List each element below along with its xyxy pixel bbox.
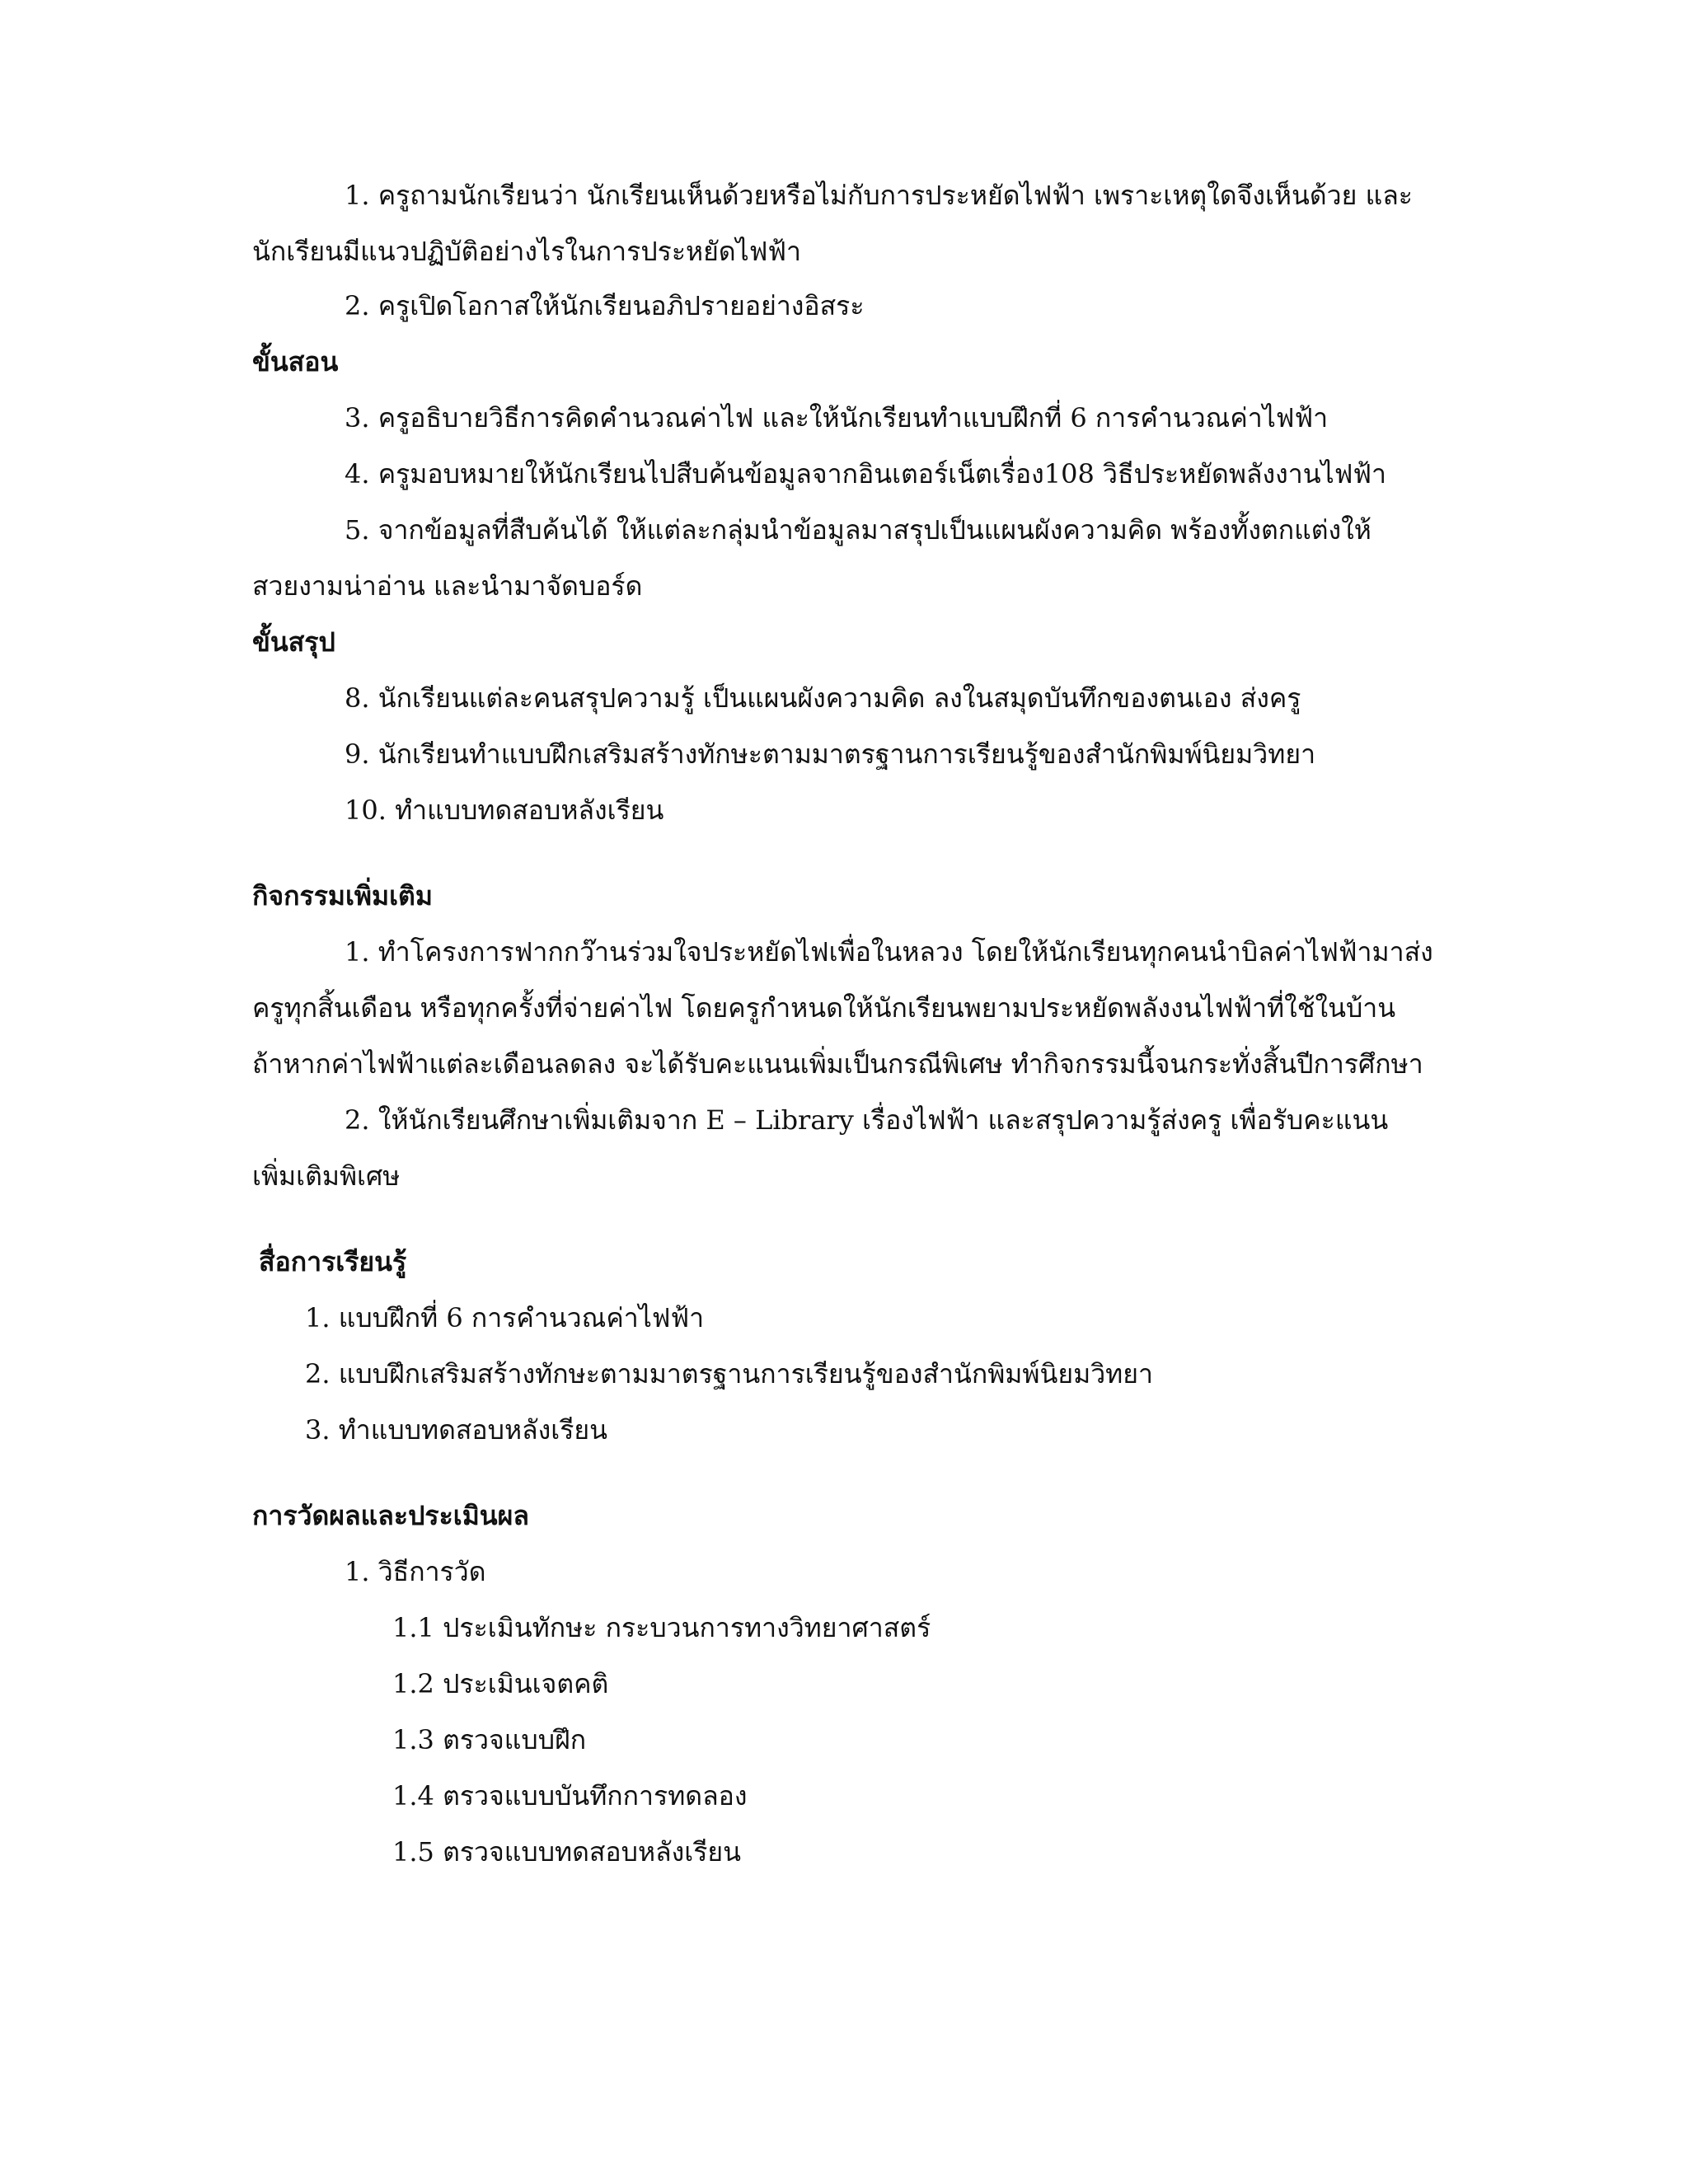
teaching-item-3: 3. ครูอธิบายวิธีการคิดคำนวณค่าไฟ และให้นักเรียนทำแบบฝึกที่ 6 การคำนวณค่าไฟฟ้า — [345, 402, 1329, 434]
summary-item-10: 10. ทำแบบทดสอบหลังเรียน — [345, 794, 664, 826]
evaluation-sub-3: 1.3 ตรวจแบบฝึก — [392, 1724, 587, 1755]
extra-item-1-line-3: ถ้าหากค่าไฟฟ้าแต่ละเดือนลดลง จะได้รับคะแนนเพิ่มเป็นกรณีพิเศษ ทำกิจกรรมนี้จนกระทั่งสิ้นปีการศึกษา — [252, 1048, 1423, 1080]
teaching-item-5-line-1: 5. จากข้อมูลที่สืบค้นได้ ให้แต่ละกลุ่มนำข้อมูลมาสรุปเป็นแผนผังความคิด พร้องทั้งตกแต่งให้ — [345, 514, 1372, 546]
extra-heading: กิจกรรมเพิ่มเติม — [252, 880, 433, 912]
media-item-3: 3. ทำแบบทดสอบหลังเรียน — [305, 1414, 608, 1446]
extra-item-1-line-1: 1. ทำโครงการฟากกว๊านร่วมใจประหยัดไฟเพื่อในหลวง โดยให้นักเรียนทุกคนนำบิลค่าไฟฟ้ามาส่ง — [345, 936, 1433, 968]
summary-heading: ขั้นสรุป — [252, 626, 335, 658]
evaluation-sub-2: 1.2 ประเมินเจตคติ — [392, 1668, 609, 1699]
summary-item-8: 8. นักเรียนแต่ละคนสรุปความรู้ เป็นแผนผังความคิด ลงในสมุดบันทึกของตนเอง ส่งครู — [345, 682, 1301, 714]
evaluation-method: 1. วิธีการวัด — [345, 1556, 486, 1587]
media-item-1: 1. แบบฝึกที่ 6 การคำนวณค่าไฟฟ้า — [305, 1302, 705, 1333]
teaching-item-4: 4. ครูมอบหมายให้นักเรียนไปสืบค้นข้อมูลจากอินเตอร์เน็ตเรื่อง108 วิธีประหยัดพลังงานไฟฟ้า — [345, 458, 1386, 490]
intro-item-1-line-1: 1. ครูถามนักเรียนว่า นักเรียนเห็นด้วยหรือไม่กับการประหยัดไฟฟ้า เพราะเหตุใดจึงเห็นด้วย และ — [345, 180, 1413, 211]
teaching-item-5-line-2: สวยงามน่าอ่าน และนำมาจัดบอร์ด — [252, 570, 643, 602]
extra-item-2-line-2: เพิ่มเติมพิเศษ — [252, 1160, 401, 1192]
media-heading: สื่อการเรียนรู้ — [259, 1246, 407, 1277]
intro-item-2: 2. ครูเปิดโอกาสให้นักเรียนอภิปรายอย่างอิสระ — [345, 290, 865, 321]
teaching-heading: ขั้นสอน — [252, 346, 339, 377]
extra-item-1-line-2: ครูทุกสิ้นเดือน หรือทุกครั้งที่จ่ายค่าไฟ โดยครูกำหนดให้นักเรียนพยามประหยัดพลังงนไฟฟ้าที่ใช้ในบ้าน — [252, 992, 1396, 1024]
intro-item-1-line-2: นักเรียนมีแนวปฏิบัติอย่างไรในการประหยัดไฟฟ้า — [252, 236, 802, 267]
media-item-2: 2. แบบฝึกเสริมสร้างทักษะตามมาตรฐานการเรียนรู้ของสำนักพิมพ์นิยมวิทยา — [305, 1358, 1153, 1390]
evaluation-sub-5: 1.5 ตรวจแบบทดสอบหลังเรียน — [392, 1836, 742, 1868]
extra-item-2-line-1: 2. ให้นักเรียนศึกษาเพิ่มเติมจาก E – Library เรื่องไฟฟ้า และสรุปความรู้ส่งครู เพื่อรับคะแนน — [345, 1104, 1389, 1136]
evaluation-heading: การวัดผลและประเมินผล — [252, 1500, 530, 1531]
summary-item-9: 9. นักเรียนทำแบบฝึกเสริมสร้างทักษะตามมาตรฐานการเรียนรู้ของสำนักพิมพ์นิยมวิทยา — [345, 738, 1316, 770]
evaluation-sub-1: 1.1 ประเมินทักษะ กระบวนการทางวิทยาศาสตร์ — [392, 1612, 931, 1643]
evaluation-sub-4: 1.4 ตรวจแบบบันทึกการทดลอง — [392, 1780, 748, 1811]
